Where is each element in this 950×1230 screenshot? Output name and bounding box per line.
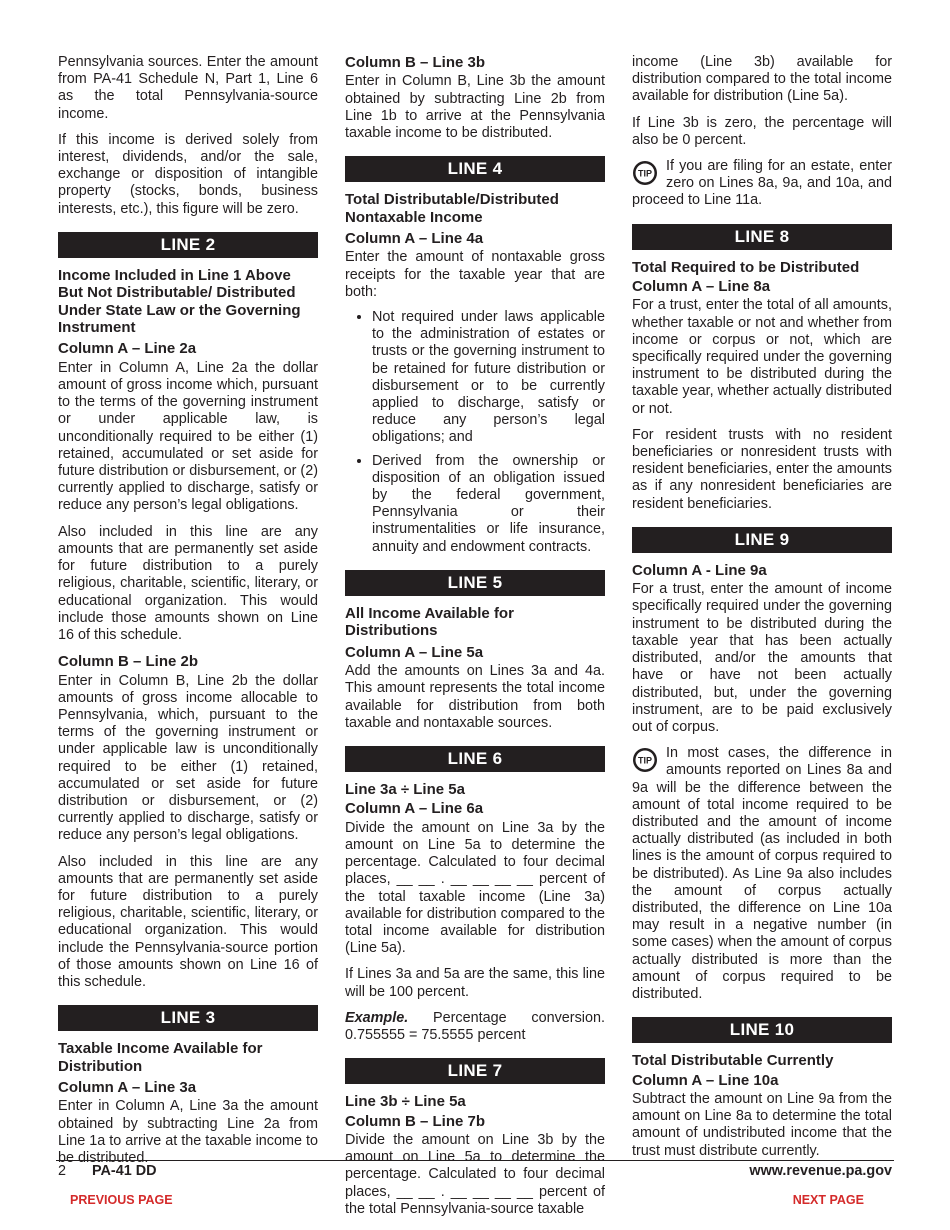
- paragraph: Divide the amount on Line 3a by the amount on Line 5a to determine the percentage. Calculated to four decimal places, __ __ . __ __ __ __ percent of the total taxable income (Line 3a) available for distribution compared to the total income available for distribution (Line 5a).: [345, 819, 605, 957]
- paragraph: Enter in Column A, Line 2a the dollar amount of gross income which, pursuant to the terms of the governing instrument or under applicable law, is unconditionally required to be either (1) retained, accumulated or set aside for future distribution or disbursement, or (2) currently applied to discharge, satisfy or reduce any person’s legal obligations.: [58, 359, 318, 514]
- tip-text: If you are filing for an estate, enter zero on Lines 8a, 9a, and 10a, and proceed to Line 11a.: [632, 158, 892, 209]
- subheading: Column A - Line 9a: [632, 561, 767, 579]
- section-bar-line-5: LINE 5: [345, 570, 605, 596]
- paragraph: Enter the amount of nontaxable gross receipts for the taxable year that are both:: [345, 249, 605, 300]
- paragraph: Divide the amount on Line 3b by the amount on Line 5a to determine the percentage. Calculated to four decimal places, __ __ . __ __ __ __ percent of the total Pennsylvania-source taxable: [345, 1131, 605, 1217]
- example-label: Example.: [345, 1009, 409, 1026]
- paragraph: For a trust, enter the amount of income specifically required under the governing instrument to be distributed during the taxable year that has been actually distributed, and/or the amounts that have or have not been actually distributed, but, under the governing instrument, are to be paid exclusively out of corpus.: [632, 581, 892, 735]
- subheading: Column B – Line 3b: [345, 54, 486, 71]
- section-bar-line-9: LINE 9: [632, 527, 892, 553]
- paragraph: Also included in this line are any amounts that are permanently set aside for future distribution to a purely religious, charitable, scientific, literary, or educational organization. This would include the Pennsylvania-source portion of those amounts shown on Line 16 of this schedule.: [58, 853, 318, 990]
- subheading: Column A – Line 5a: [345, 643, 484, 661]
- bullet-list: [345, 309, 605, 556]
- section-bar-line-2: LINE 2: [58, 232, 318, 258]
- section-heading: Total Required to be Distributed: [632, 258, 860, 276]
- form-name: PA-41 DD: [92, 1163, 157, 1179]
- paragraph: Pennsylvania sources. Enter the amount from PA-41 Schedule N, Part 1, Line 6 as the total Pennsylvania-source income.: [58, 54, 318, 122]
- section-heading: Line 3a ÷ Line 5a: [345, 780, 465, 798]
- next-page-link[interactable]: NEXT PAGE: [792, 1193, 864, 1207]
- subheading: Column A – Line 3a: [58, 1078, 197, 1096]
- paragraph: Also included in this line are any amounts that are permanently set aside for future distribution to a purely religious, charitable, scientific, literary, or educational organization. This would include those amounts shown on Line 16 of this schedule.: [58, 523, 318, 643]
- paragraph: For a trust, enter the total of all amounts, whether taxable or not and whether from income or corpus or not, which are specifically required under the governing instrument to be distributed during the taxable year, whether actually distributed or not.: [632, 297, 892, 417]
- subheading: Column B – Line 2b: [58, 653, 199, 671]
- section-heading: Income Included in Line 1 Above But Not Distributable/ Distributed Under State Law or the Governing Instrument: [58, 266, 301, 337]
- paragraph: income (Line 3b) available for distribution compared to the total income available for distribution (Line 5a).: [632, 54, 892, 105]
- tip-paragraph: [632, 158, 892, 210]
- paragraph: If Line 3b is zero, the percentage will also be 0 percent.: [632, 114, 892, 148]
- page-number: 2: [58, 1163, 67, 1179]
- section-bar-line-10: LINE 10: [632, 1017, 892, 1043]
- paragraph: If Lines 3a and 5a are the same, this line will be 100 percent.: [345, 966, 605, 1000]
- website-link[interactable]: www.revenue.pa.gov: [749, 1163, 892, 1179]
- column-1: [58, 54, 318, 1176]
- subheading: Column A – Line 8a: [632, 278, 771, 296]
- section-bar-line-8: LINE 8: [632, 224, 892, 250]
- tip-label: TIP: [637, 755, 653, 766]
- section-heading: All Income Available for Distributions: [345, 604, 514, 640]
- subheading: Column A – Line 4a: [345, 230, 484, 248]
- column-3: [632, 54, 892, 1169]
- section-bar-line-4: LINE 4: [345, 156, 605, 182]
- paragraph: Enter in Column B, Line 2b the dollar amounts of gross income allocable to Pennsylvania, which, pursuant to the terms of the governing instrument or under applicable law is unconditionally required to be either (1) retained, accumulated or set aside for future distribution or disbursement, or (2) currently applied to discharge, satisfy or reduce any person’s legal obligations.: [58, 672, 318, 844]
- tip-icon: [632, 160, 658, 186]
- paragraph: Subtract the amount on Line 9a from the amount on Line 8a to determine the total amount of undistributed income that the trust must distribute currently.: [632, 1090, 892, 1159]
- section-bar-line-6: LINE 6: [345, 746, 605, 772]
- paragraph: Enter in Column B, Line 3b the amount obtained by subtracting Line 2b from Line 1b to arrive at the Pennsylvania taxable income to be distributed.: [345, 73, 605, 142]
- example-text: Percentage conversion. 0.755555 = 75.5555 percent: [345, 1009, 605, 1043]
- subheading: Column B – Line 7b: [345, 1112, 486, 1130]
- section-heading: Taxable Income Available for Distribution: [58, 1040, 263, 1075]
- tip-paragraph: [632, 745, 892, 1003]
- subheading: Column A – Line 10a: [632, 1071, 779, 1089]
- list-item: • Derived from the ownership or disposition of an obligation issued by the federal government, Pennsylvania or their instrumentalities or life insurance, annuity and endowment contracts.: [372, 453, 605, 556]
- footer-rule: [56, 1160, 894, 1161]
- previous-page-link[interactable]: PREVIOUS PAGE: [70, 1193, 173, 1207]
- paragraph: For resident trusts with no resident beneficiaries or nonresident trusts with resident beneficiaries, enter the amounts as if any nonresident beneficiaries are resident beneficiaries.: [632, 426, 892, 512]
- example-paragraph: [345, 1010, 605, 1044]
- list-item: • Not required under laws applicable to the administration of estates or trusts or the governing instrument to be retained for future distribution or disbursement or to be currently applied to discharge, satisfy or reduce any person’s legal obligations; and: [372, 309, 605, 447]
- paragraph: Add the amounts on Lines 3a and 4a. This amount represents the total income available for distribution from both taxable and nontaxable sources.: [345, 663, 605, 731]
- section-heading: Line 3b ÷ Line 5a: [345, 1093, 466, 1111]
- subheading: Column A – Line 6a: [345, 800, 484, 818]
- tip-text: In most cases, the difference in amounts reported on Lines 8a and 9a will be the difference between the amount of total income required to be distributed and the amount of income actually distributed (as included in both lines is the amount of corpus required to be distributed). As Line 9a also includes the amount of corpus actually distributed, the difference on Line 10a may result in a negative number (in some cases) when the amount of corpus actually distributed is more than the amount of corpus required to be distributed.: [632, 745, 892, 1002]
- section-bar-line-7: LINE 7: [345, 1058, 605, 1084]
- section-heading: Total Distributable Currently: [632, 1052, 834, 1070]
- paragraph: If this income is derived solely from interest, dividends, and/or the sale, exchange or disposition of intangible property (stocks, bonds, business interests, etc.), this figure will be zero.: [58, 131, 318, 217]
- subheading: Column A – Line 2a: [58, 340, 197, 358]
- column-2: [345, 54, 605, 1227]
- tip-label: TIP: [637, 168, 653, 179]
- section-bar-line-3: LINE 3: [58, 1005, 318, 1031]
- paragraph: Enter in Column A, Line 3a the amount obtained by subtracting Line 2a from Line 1a to arrive at the taxable income to be distributed.: [58, 1098, 318, 1166]
- section-heading: Total Distributable/Distributed Nontaxable Income: [345, 191, 559, 226]
- tip-icon: [632, 747, 658, 773]
